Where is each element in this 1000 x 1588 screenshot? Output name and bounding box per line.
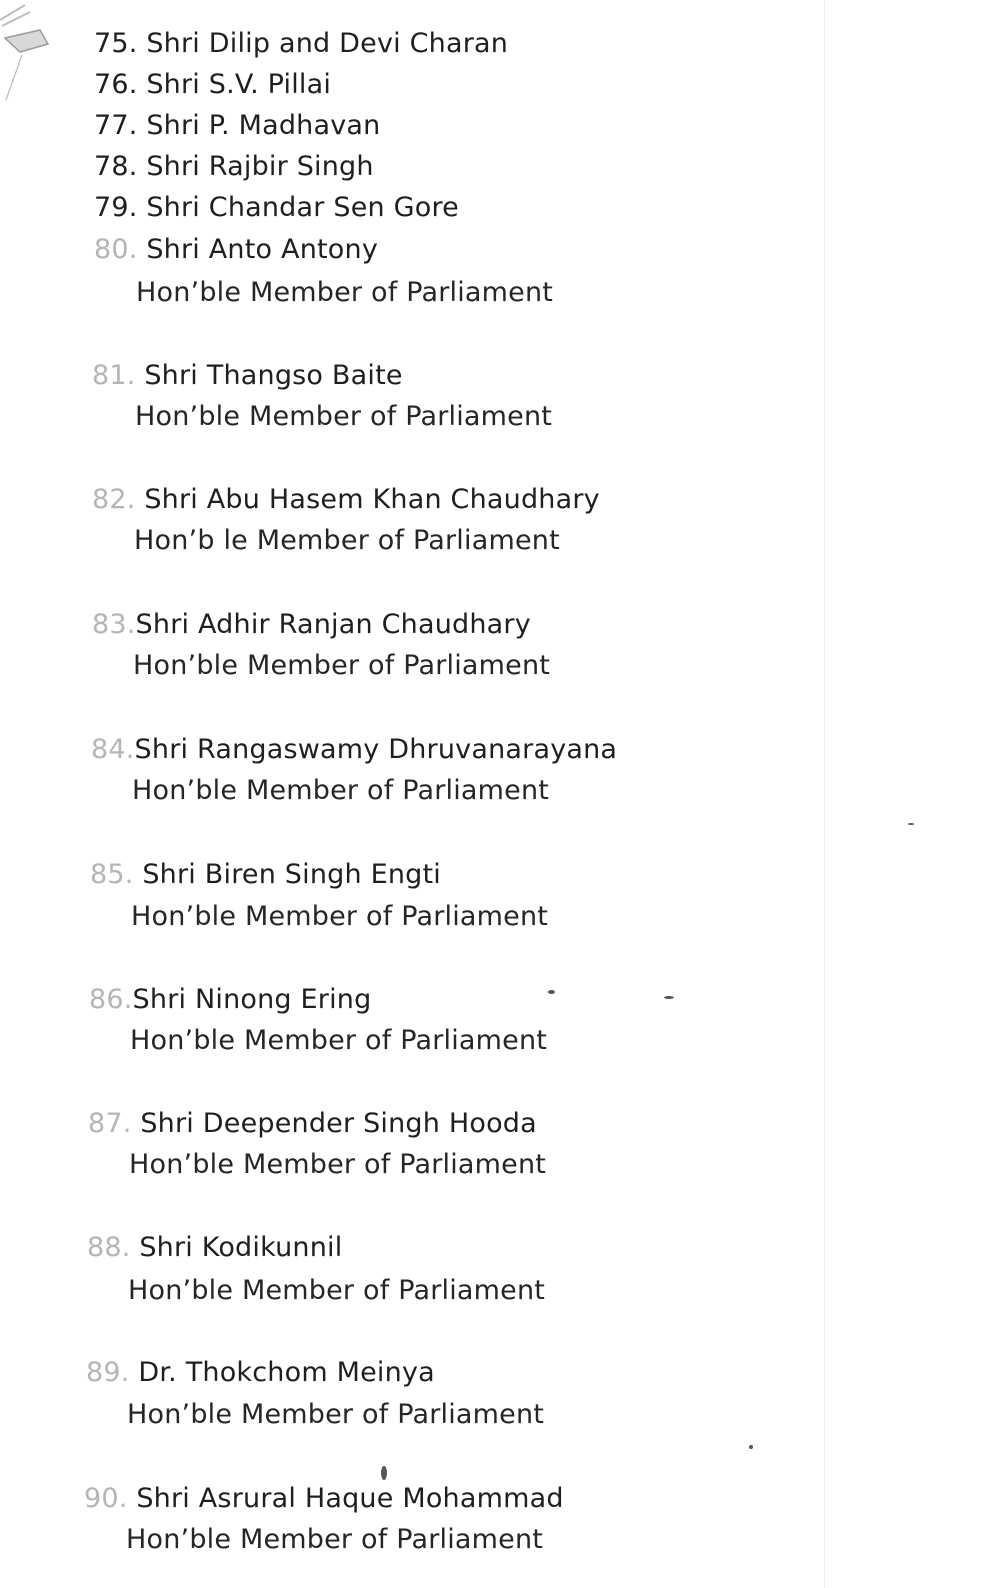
entry-name: Shri Rangaswamy Dhruvanarayana (134, 734, 618, 765)
entry-76 (94, 68, 331, 102)
entry-84 (91, 733, 617, 767)
entry-85 (90, 858, 441, 892)
entry-number: 83. (92, 609, 136, 640)
entry-80 (94, 233, 378, 267)
entry-89 (86, 1356, 435, 1390)
entry-title: Hon’b le Member of Parliament (134, 525, 560, 556)
entry-name: Shri Dilip and Devi Charan (146, 28, 509, 59)
entry-86 (89, 983, 371, 1017)
entry-title: Hon’ble Member of Parliament (130, 1025, 548, 1056)
scan-speck (548, 990, 555, 994)
entry-83 (92, 608, 531, 642)
entry-name: Dr. Thokchom Meinya (138, 1357, 435, 1388)
entry-number: 88. (87, 1232, 140, 1263)
entry-title: Hon’ble Member of Parliament (135, 401, 553, 432)
entry-name: Shri S.V. Pillai (146, 69, 332, 100)
entry-name: Shri Adhir Ranjan Chaudhary (135, 609, 531, 640)
entry-81 (92, 359, 403, 393)
entry-number: 78. (94, 151, 147, 182)
entry-title: Hon’ble Member of Parliament (128, 1275, 546, 1306)
scan-speck (908, 823, 914, 825)
entry-number: 81. (92, 360, 145, 391)
entry-name: Shri Biren Singh Engti (142, 859, 441, 890)
entry-title: Hon’ble Member of Parliament (126, 1524, 544, 1555)
entry-82 (92, 483, 600, 517)
staple-mark (0, 0, 70, 110)
entry-title: Hon’ble Member of Parliament (127, 1399, 545, 1430)
entry-number: 89. (86, 1357, 139, 1388)
entry-number: 80. (94, 234, 147, 265)
entry-90 (84, 1482, 564, 1516)
page-edge-line (824, 0, 825, 1588)
entry-number: 77. (94, 110, 147, 141)
entry-title: Hon’ble Member of Parliament (132, 775, 550, 806)
entry-name: Shri Ninong Ering (132, 984, 372, 1015)
entry-number: 79. (94, 192, 147, 223)
entry-number: 87. (88, 1108, 141, 1139)
entry-name: Shri Asrural Haque Mohammad (136, 1483, 564, 1514)
entry-78 (94, 150, 374, 184)
entry-title: Hon’ble Member of Parliament (129, 1149, 547, 1180)
entry-number: 86. (89, 984, 133, 1015)
entry-name: Shri Kodikunnil (139, 1232, 343, 1263)
scan-speck (381, 1466, 387, 1480)
entry-name: Shri Anto Antony (146, 234, 379, 265)
entry-name: Shri Thangso Baite (144, 360, 403, 391)
entry-name: Shri Chandar Sen Gore (146, 192, 459, 223)
entry-79 (94, 191, 459, 225)
entry-name: Shri Abu Hasem Khan Chaudhary (144, 484, 600, 515)
entry-77 (94, 109, 380, 143)
entry-number: 85. (90, 859, 143, 890)
entry-87 (88, 1107, 537, 1141)
entry-title: Hon’ble Member of Parliament (131, 901, 549, 932)
entry-name: Shri Deepender Singh Hooda (140, 1108, 537, 1139)
entry-75 (94, 27, 508, 61)
entry-number: 84. (91, 734, 135, 765)
entry-number: 90. (84, 1483, 137, 1514)
entry-title: Hon’ble Member of Parliament (136, 277, 554, 308)
scan-speck (749, 1445, 753, 1449)
entry-number: 82. (92, 484, 145, 515)
entry-name: Shri Rajbir Singh (146, 151, 374, 182)
entry-number: 76. (94, 69, 147, 100)
entry-number: 75. (94, 28, 147, 59)
scan-speck (664, 996, 674, 999)
entry-name: Shri P. Madhavan (146, 110, 381, 141)
entry-title: Hon’ble Member of Parliament (133, 650, 551, 681)
entry-88 (87, 1231, 342, 1265)
